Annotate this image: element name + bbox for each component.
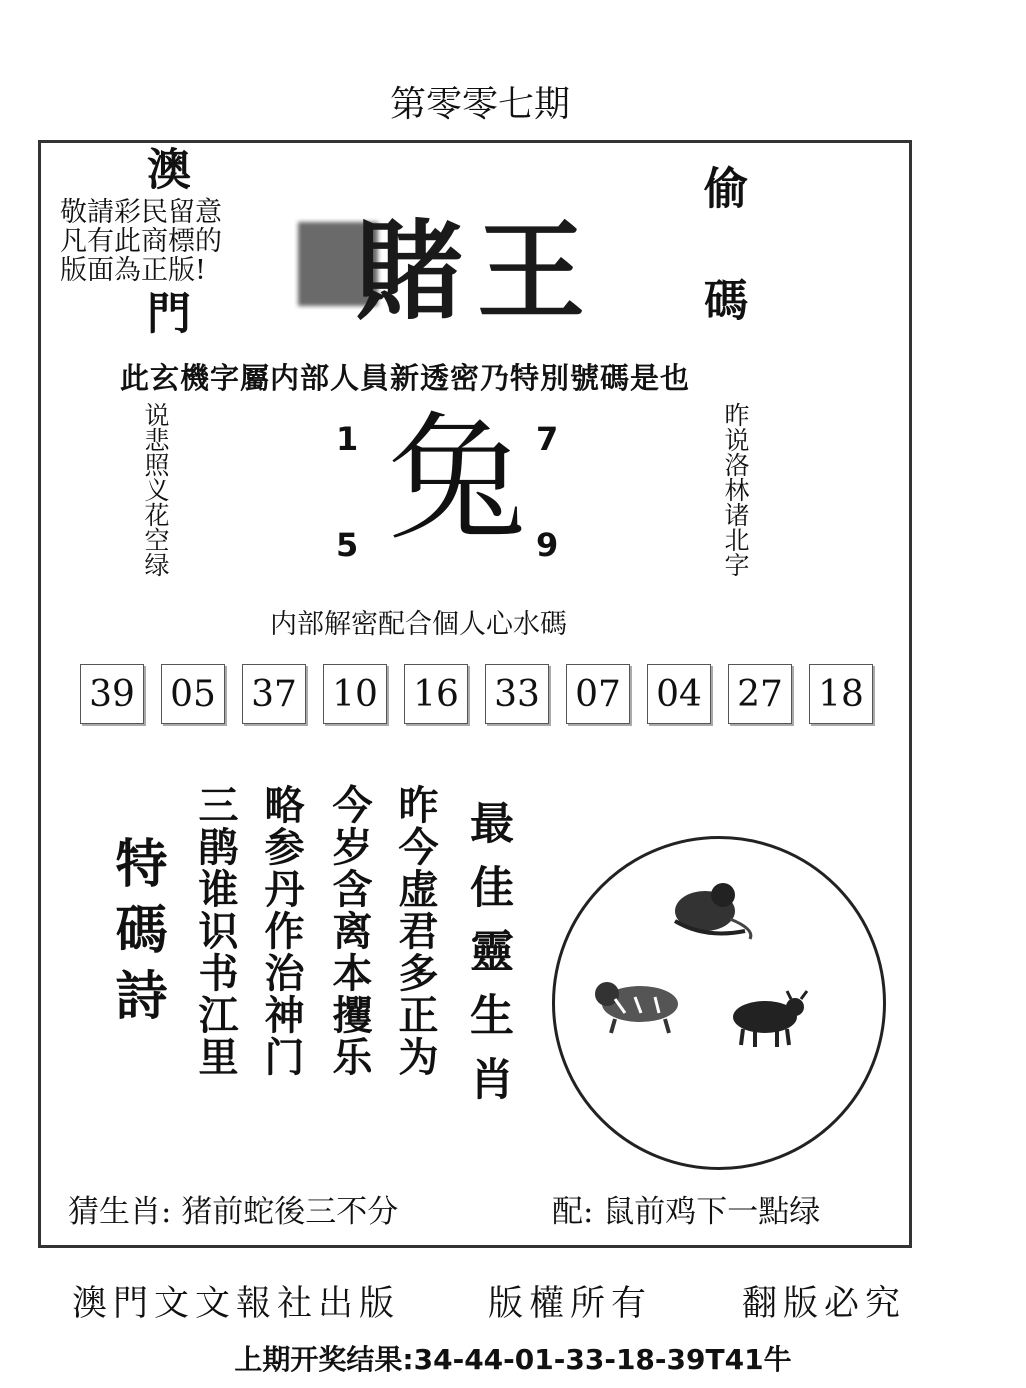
zodiac-animals (555, 839, 883, 1167)
banner: 此玄機字屬内部人員新透密乃特別號碼是也 (120, 361, 691, 395)
number-box: 05 (161, 664, 225, 724)
poem-column: 略参丹作治神门 (258, 784, 304, 1078)
number-box: 39 (80, 664, 144, 724)
zodiac-character: 兔 (388, 399, 527, 560)
monkey-icon (675, 883, 751, 939)
last-result: 上期开奖结果:34-44-01-33-18-39T41牛 (234, 1343, 792, 1376)
notice-line: 版面為正版! (60, 255, 206, 286)
zodiac-circle (552, 836, 886, 1170)
match-text: 鼠前鸡下一點绿 (603, 1194, 821, 1230)
number-box: 10 (323, 664, 387, 724)
guess-label: 猜生肖: (68, 1194, 172, 1230)
number-bottom-left: 5 (336, 526, 359, 564)
subtitle: 内部解密配合個人心水碼 (270, 609, 567, 640)
poem-label: 特碼詩 (106, 836, 166, 1034)
number-top-right: 7 (536, 420, 559, 458)
notice-line: 敬請彩民留意 (60, 197, 222, 228)
poem-column: 今岁含离本攫乐 (326, 784, 372, 1078)
corner-right-char-1: 偷 (696, 165, 747, 209)
corner-left-char-1: 澳 (139, 146, 190, 190)
notice-line: 凡有此商標的 (60, 226, 222, 257)
issue-number: 第零零七期 (389, 84, 570, 125)
tiger-icon (595, 982, 678, 1033)
publisher: 澳門文文報社出版 (72, 1284, 401, 1324)
guess-text: 猪前蛇後三不分 (181, 1194, 399, 1230)
number-box: 27 (728, 664, 792, 724)
number-top-left: 1 (336, 420, 359, 458)
match-zodiac (552, 1186, 820, 1231)
corner-right (696, 165, 746, 321)
corner-left-char-2: 門 (139, 290, 190, 334)
number-box: 33 (485, 664, 549, 724)
notice (60, 198, 290, 285)
number-boxes (80, 664, 873, 724)
ox-icon (733, 991, 807, 1047)
number-box: 37 (242, 664, 306, 724)
title: 賭王 (355, 210, 600, 335)
number-box: 16 (404, 664, 468, 724)
right-column-text: 昨说洛林诸北字 (721, 402, 750, 577)
corner-right-char-2: 碼 (696, 277, 747, 321)
match-label: 配: (552, 1194, 594, 1230)
number-bottom-right: 9 (536, 526, 559, 564)
number-box: 18 (809, 664, 873, 724)
left-column-text: 说悲照义花空绿 (141, 402, 170, 577)
guess-zodiac (68, 1186, 398, 1231)
best-zodiac-label: 最佳靈生肖 (462, 800, 513, 1120)
poem-column: 三鹃谁识书江里 (192, 784, 238, 1078)
number-box: 04 (647, 664, 711, 724)
piracy-notice: 翻版必究 (742, 1284, 907, 1324)
poem-column: 昨今虚君多正为 (392, 784, 438, 1078)
number-box: 07 (566, 664, 630, 724)
copyright: 版權所有 (488, 1284, 653, 1324)
